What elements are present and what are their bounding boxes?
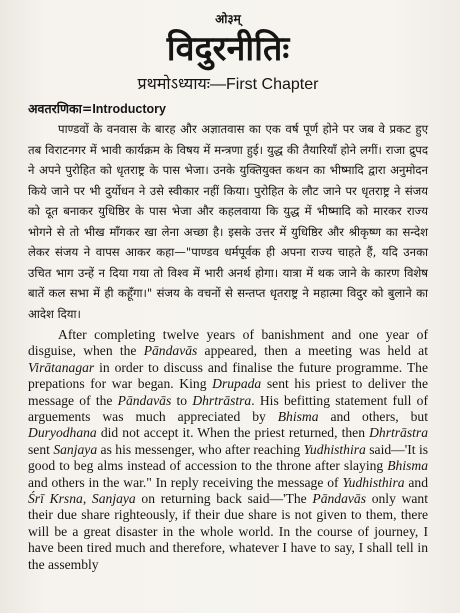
english-text: After completing twelve years of banishment and one year of disguise, when the xyxy=(28,327,428,359)
english-italic-name: Duryodhana xyxy=(28,425,97,441)
english-italic-name: Śrī Krsna xyxy=(28,491,83,507)
english-italic-name: Yudhisthira xyxy=(342,474,405,490)
english-italic-name: Pāndavās xyxy=(117,392,172,408)
chapter-subtitle-hindi: प्रथमोऽध्यायः xyxy=(137,74,210,93)
page-title: विदुरनीतिः xyxy=(166,29,290,69)
english-italic-name: Pāndavās xyxy=(312,491,367,507)
english-italic-name: Yudhisthira xyxy=(303,441,366,457)
english-text: did not accept it. When the priest returned, then xyxy=(96,425,370,441)
english-text: and xyxy=(404,474,429,490)
english-italic-name: Dhrtrāstra xyxy=(192,392,252,408)
section-heading-hindi: अवतरणिका= xyxy=(28,101,93,116)
english-italic-name: Sanjaya xyxy=(53,441,98,457)
english-text: in order to discuss and finalise the future programme. The prepations for war began. King xyxy=(28,359,428,392)
english-text: only want their due share righteously, if their due share is not given to them, there will be a great disaster in the whole world. In the course of journey, I have been tired much and therefore, whatever I have to say, I shall tell in the assembly xyxy=(28,491,429,572)
english-text: sent his priest to deliver the message of the xyxy=(28,376,429,408)
english-text: to xyxy=(171,392,193,408)
english-italic-name: Virātanagar xyxy=(28,359,95,375)
english-text: and others, but xyxy=(318,409,428,425)
english-italic-name: Sanjaya xyxy=(91,491,136,507)
english-italic-name: Dhrtrāstra xyxy=(369,425,428,441)
english-text: sent xyxy=(28,441,54,457)
english-italic-name: Drupada xyxy=(212,376,262,392)
english-italic-name: Bhisma xyxy=(387,458,428,474)
hindi-paragraph: पाण्डवों के वनवास के बारह और अज्ञातवास का एक वर्ष पूर्ण होने पर जब वे प्रकट हुए तब विराटनगर में भावी कार्यक्रम के विषय में मन्त्रणा हुई। युद्ध की तैयारियाँ होने लगीं। राजा द्रुपद ने अपने पुरोहित को धृतराष्ट्र के पास भेजा। उनके युक्तियुक्त कथन का भीष्मादि द्वारा अनुमोदन किये जाने पर भी दुर्योधन ने उसे स्वीकार नहीं किया। पुरोहित के लौट जाने पर धृतराष्ट्र ने संजय को दूत बनाकर युधिष्ठिर के पास भेजा और कहलवाया कि युद्ध में भीष्मादि को मारकर राज्य भोगने से तो भीख माँगकर खा लेना अच्छा है। इसके उत्तर में युधिष्ठिर और श्रीकृष्ण का सन्देश लेकर संजय ने वापस आकर कहा—"पाण्डव धर्मपूर्वक ही अपना राज्य चाहते हैं, यदि उनका उचित भाग उन्हें न दिया गया तो विश्व में भारी अनर्थ होगा। यात्रा में थक जाने के कारण विशेष बातें कल सभा में ही कहूँगा।" संजय के वचनों से सन्तप्त धृतराष्ट्र ने महात्मा विदुर को बुलाने का आदेश दिया। xyxy=(28,122,428,321)
english-paragraph xyxy=(28,327,428,573)
english-text: and others in the war." In reply receiving the message of xyxy=(28,474,343,490)
english-italic-name: Pāndavās xyxy=(143,343,198,359)
chapter-subtitle xyxy=(28,73,428,96)
english-text: on returning back said—'The xyxy=(135,491,313,507)
section-heading-english: Introductory xyxy=(92,102,166,116)
section-heading xyxy=(28,100,428,118)
om-invocation: ओ३म् xyxy=(215,12,241,26)
english-text: . His befitting statement full of arguements was much appreciated by xyxy=(28,392,428,425)
english-text: , xyxy=(82,491,92,507)
english-text: as his messenger, who after reaching xyxy=(97,441,304,457)
english-text: said—'It is good to beg alms instead of accession to the throne after slaying xyxy=(28,441,429,474)
english-italic-name: Bhisma xyxy=(277,409,319,425)
english-text: appeared, then a meeting was held at xyxy=(197,343,428,359)
chapter-subtitle-english: —First Chapter xyxy=(210,76,319,93)
